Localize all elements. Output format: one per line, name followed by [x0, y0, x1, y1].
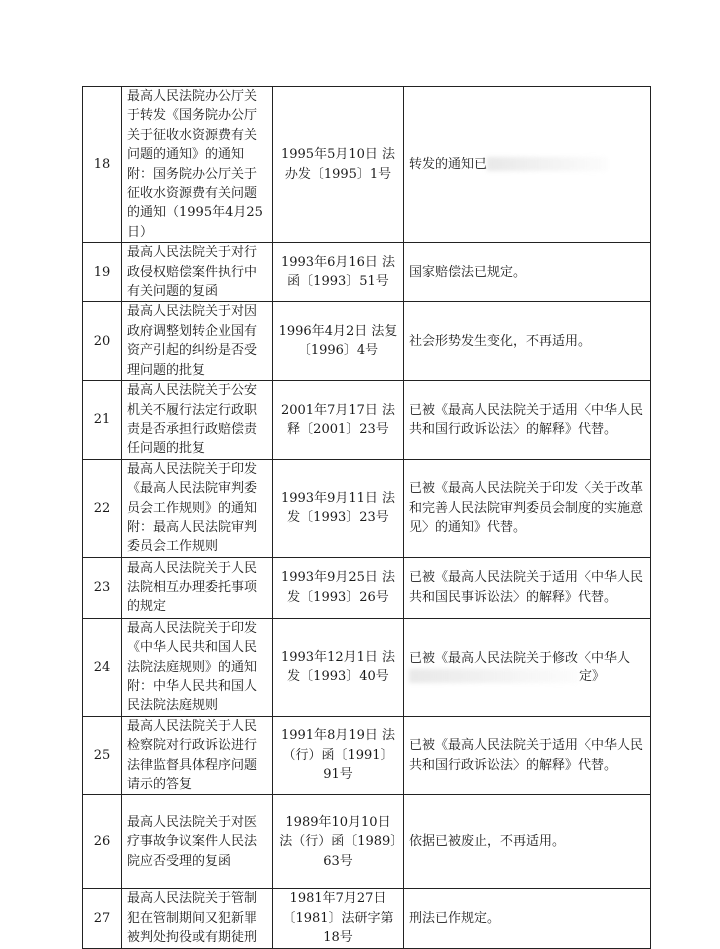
issue-date-and-number: 1993年9月25日 法发〔1993〕26号: [273, 557, 404, 618]
document-title: 最高人民法院关于印发《最高人民法院审判委员会工作规则》的通知附：最高人民法院审判委员会工作规则: [122, 459, 273, 557]
table-row: [83, 381, 651, 460]
row-number: 20: [83, 302, 122, 381]
redacted-text: [409, 669, 579, 683]
table-row: [83, 889, 651, 948]
document-title: 最高人民法院关于对因政府调整划转企业国有资产引起的纠纷是否受理问题的批复: [122, 302, 273, 381]
document-title: 最高人民法院关于公安机关不履行法定行政职责是否承担行政赔偿责任问题的批复: [122, 381, 273, 460]
row-number: 23: [83, 557, 122, 618]
table-row: [83, 618, 651, 716]
table-row: [83, 716, 651, 795]
table-row: [83, 459, 651, 557]
document-title: 最高人民法院关于人民法院相互办理委托事项的规定: [122, 557, 273, 618]
repeal-reason: 已被《最高人民法院关于适用〈中华人民共和国民事诉讼法〉的解释》代替。: [404, 557, 651, 618]
document-title: 最高人民法院关于对行政侵权赔偿案件执行中有关问题的复函: [122, 243, 273, 302]
repeal-reason-text: 已被《最高人民法院关于修改〈中华人: [409, 650, 631, 666]
issue-date-and-number: 1993年9月11日 法发〔1993〕23号: [273, 459, 404, 557]
issue-date-and-number: 1991年8月19日 法（行）函〔1991〕91号: [273, 716, 404, 795]
row-number: 18: [83, 87, 122, 243]
table-row: [83, 302, 651, 381]
row-number: 25: [83, 716, 122, 795]
abolished-documents-table: [82, 86, 651, 949]
document-title: 最高人民法院关于对医疗事故争议案件人民法院应否受理的复函: [122, 795, 273, 889]
row-number: 27: [83, 889, 122, 948]
document-title: 最高人民法院关于管制犯在管制期间又犯新罪被判处拘役或有期徒刑: [122, 889, 273, 948]
row-number: 22: [83, 459, 122, 557]
document-title: 最高人民法院办公厅关于转发《国务院办公厅关于征收水资源费有关问题的通知》的通知附：国务院办公厅关于征收水资源费有关问题的通知（1995年4月25日）: [122, 87, 273, 243]
table-row: [83, 557, 651, 618]
document-title: 最高人民法院关于人民检察院对行政诉讼进行法律监督具体程序问题请示的答复: [122, 716, 273, 795]
repeal-reason: 依据已被废止，不再适用。: [404, 795, 651, 889]
repeal-reason: [404, 87, 651, 243]
issue-date-and-number: 2001年7月17日 法释〔2001〕23号: [273, 381, 404, 460]
table-row: [83, 87, 651, 243]
issue-date-and-number: 1993年6月16日 法函〔1993〕51号: [273, 243, 404, 302]
issue-date-and-number: 1995年5月10日 法办发〔1995〕1号: [273, 87, 404, 243]
repeal-reason: 已被《最高人民法院关于适用〈中华人民共和国行政诉讼法〉的解释》代替。: [404, 381, 651, 460]
repeal-reason: 已被《最高人民法院关于印发〈关于改革和完善人民法院审判委员会制度的实施意见〉的通知》代替。: [404, 459, 651, 557]
row-number: 19: [83, 243, 122, 302]
redacted-text: [487, 157, 607, 171]
issue-date-and-number: 1981年7月27日 〔1981〕法研字第18号: [273, 889, 404, 948]
table-row: [83, 795, 651, 889]
issue-date-and-number: 1996年4月2日 法复〔1996〕4号: [273, 302, 404, 381]
repeal-reason-text: 转发的通知已: [409, 156, 488, 172]
repeal-reason: 刑法已作规定。: [404, 889, 651, 948]
issue-date-and-number: 1993年12月1日 法发〔1993〕40号: [273, 618, 404, 716]
repeal-reason: 已被《最高人民法院关于适用〈中华人民共和国行政诉讼法〉的解释》代替。: [404, 716, 651, 795]
document-title: 最高人民法院关于印发《中华人民共和国人民法院法庭规则》的通知附：中华人民共和国人民法院法庭规则: [122, 618, 273, 716]
repeal-reason: 社会形势发生变化，不再适用。: [404, 302, 651, 381]
repeal-reason: [404, 618, 651, 716]
row-number: 21: [83, 381, 122, 460]
repeal-reason: 国家赔偿法已规定。: [404, 243, 651, 302]
row-number: 26: [83, 795, 122, 889]
table-row: [83, 243, 651, 302]
repeal-reason-end: 定》: [579, 668, 606, 684]
row-number: 24: [83, 618, 122, 716]
issue-date-and-number: 1989年10月10日 法（行）函〔1989〕63号: [273, 795, 404, 889]
